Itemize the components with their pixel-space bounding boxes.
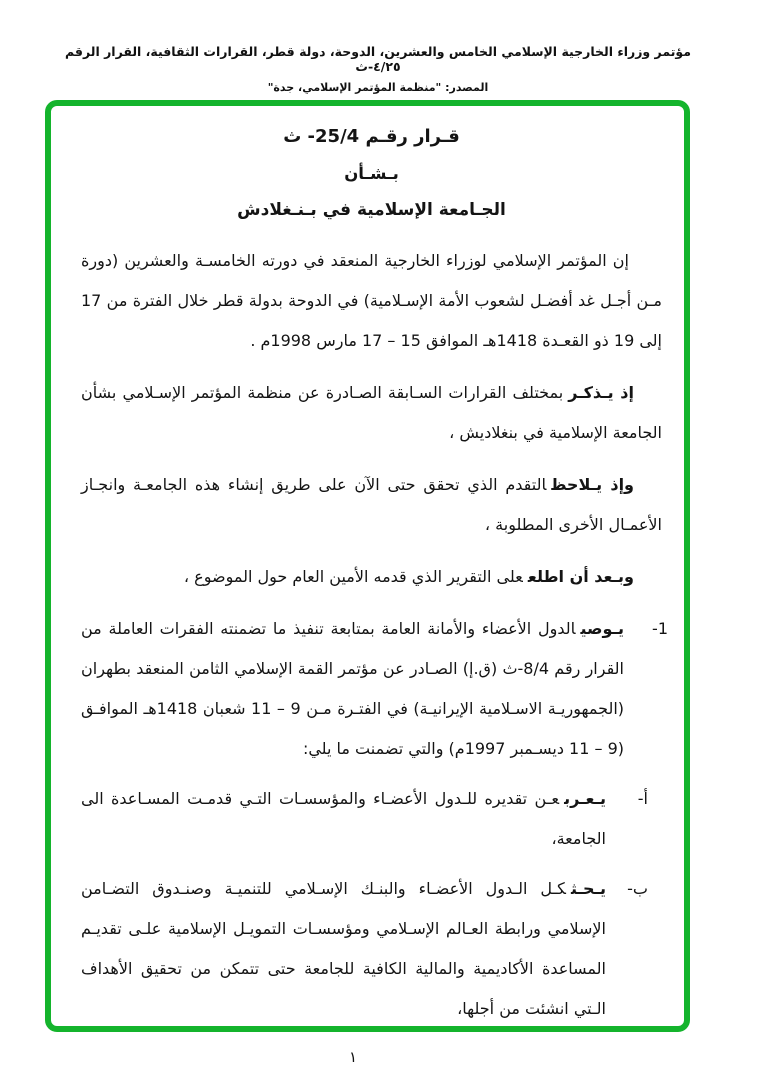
item-lead: يـوصي	[580, 618, 624, 638]
report-paragraph	[81, 557, 662, 597]
header-source-line: المصدر: "منظمة المؤتمر الإسلامي، جدة"	[267, 81, 489, 94]
subitem-marker: ب-	[627, 878, 648, 898]
paragraph-lead: وبـعد أن اطلع	[527, 566, 634, 586]
subitem-a	[81, 779, 648, 859]
subitem-body: عـن تقديره للـدول الأعضـاء والمؤسسـات التـي قدمـت المسـاعدة الى الجامعة،	[81, 788, 606, 848]
subitem-lead: يـعـرب	[564, 788, 606, 808]
noting-paragraph	[81, 465, 662, 545]
paragraph-text: إن المؤتمر الإسلامي لوزراء الخارجية المنعقد في دورته الخامسـة والعشرين (دورة مـن أجـل غد أفضـل لشعوب الأمة الإسـلامية) في الدوحة بدولة قطر خلال الفترة من 17 إلى 19 ذو القعـدة 1418هـ الموافق 15 – 17 مارس 1998م .	[81, 250, 662, 350]
resolution-subject: الجـامعة الإسلامية في بـنـغلادش	[237, 199, 506, 220]
subitem-b	[81, 869, 648, 1029]
document-content	[51, 106, 684, 1029]
header-reference-line: مؤتمر وزراء الخارجية الإسلامي الخامس والعشرين، الدوحة، دولة قطر، القرارات الثقافية، القرار الرقم ٤/٢٥-ث	[65, 44, 691, 74]
resolution-number: قـرار رقـم 25/4- ث	[283, 126, 460, 147]
page-number: ١	[348, 1048, 358, 1066]
item-marker: 1-	[652, 618, 668, 638]
resolution-title	[81, 128, 662, 219]
item-text	[81, 609, 624, 769]
paragraph-lead: وإذ يـلاحظ	[551, 474, 634, 494]
subitem-body: كـل الـدول الأعضـاء والبنـك الإسـلامي للتنميـة وصنـدوق التضـامن الإسلامي ورابطة العـالم الإسـلامي ومؤسسـات التمويـل الإسلامية علـى تقديـم المساعدة الأكاديمية والمالية الكافية للجامعة حتى تتمكن من تحقيق الأهداف الـتي انشئت من أجلها،	[81, 878, 606, 1018]
resolution-regarding: بـشـأن	[344, 164, 399, 183]
document-header	[48, 44, 708, 94]
paragraph-text: على التقرير الذي قدمه الأمين العام حول الموضوع ،	[183, 566, 523, 586]
green-border-frame	[45, 100, 690, 1032]
subitem-text	[81, 869, 606, 1029]
paragraph-lead: إذ يـذكـر	[568, 382, 634, 402]
subitem-lead: يـحـث	[570, 878, 606, 898]
subitem-text	[81, 779, 606, 859]
resolution-item-1	[81, 609, 668, 769]
recalling-paragraph	[81, 373, 662, 453]
item-body: الدول الأعضاء والأمانة العامة بمتابعة تنفيذ ما تضمنته الفقرات العاملة من القرار رقم 8/4-ث (ق.إ) الصـادر عن مؤتمر القمة الإسلامي الثامن المنعقد بطهران (الجمهوريـة الاسـلامية الإيرانيـة) في الفتـرة مـن 9 – 11 شعبان 1418هـ الموافـق (9 – 11 ديسـمبر 1997م) والتي تضمنت ما يلي:	[81, 618, 625, 758]
preamble-paragraph	[81, 241, 662, 361]
paragraph-text: التقدم الذي تحقق حتى الآن على طريق إنشاء هذه الجامعـة وانجـاز الأعمـال الأخرى المطلوبة ،	[81, 474, 662, 534]
paragraph-text: بمختلف القرارات السـابقة الصـادرة عن منظمة المؤتمر الإسـلامي بشأن الجامعة الإسلامية في بنغلاديش ،	[81, 382, 662, 442]
document-body	[81, 241, 668, 1029]
subitem-marker: أ-	[637, 788, 648, 808]
